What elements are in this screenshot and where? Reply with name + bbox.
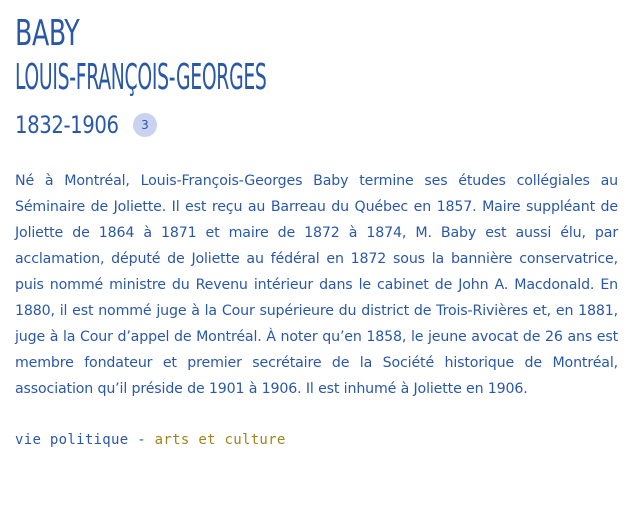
biography-text: Né à Montréal, Louis-François-Georges Baby termine ses études collégiales au Séminaire de Joliette. Il est reçu au Barreau du Québec en 1857. Maire suppléant de Joliette de 1864 à 1871 et maire de 1872 à 1874, M. Baby est aussi élu, par acclamation, député de Joliette au fédéral en 1872 sous la bannière conservatrice, puis nommé ministre du Revenu intérieur dans le cabinet de John A. Macdonald. En 1880, il est nommé juge à la Cour supérieure du district de Trois-Rivières et, en 1881, juge à la Cour d’appel de Montréal. À noter qu’en 1858, le jeune avocat de 26 ans est membre fondateur et premier secrétaire de la Société historique de Montréal, association qu’il préside de 1901 à 1906. Il est inhumé à Joliette en 1906. [15, 173, 618, 397]
tag-separator: - [128, 432, 155, 448]
person-card [15, 12, 618, 448]
category-tags [15, 432, 618, 448]
tag-arts-et-culture[interactable]: arts et culture [154, 432, 286, 448]
surname: BABY [15, 13, 80, 54]
count-badge[interactable]: 3 [133, 113, 157, 137]
given-names: LOUIS-FRANÇOIS-GEORGES [15, 57, 267, 98]
tag-vie-politique[interactable]: vie politique [15, 432, 129, 448]
person-name [15, 12, 618, 100]
life-dates: 1832-1906 [15, 111, 119, 139]
dates-row [15, 108, 618, 142]
